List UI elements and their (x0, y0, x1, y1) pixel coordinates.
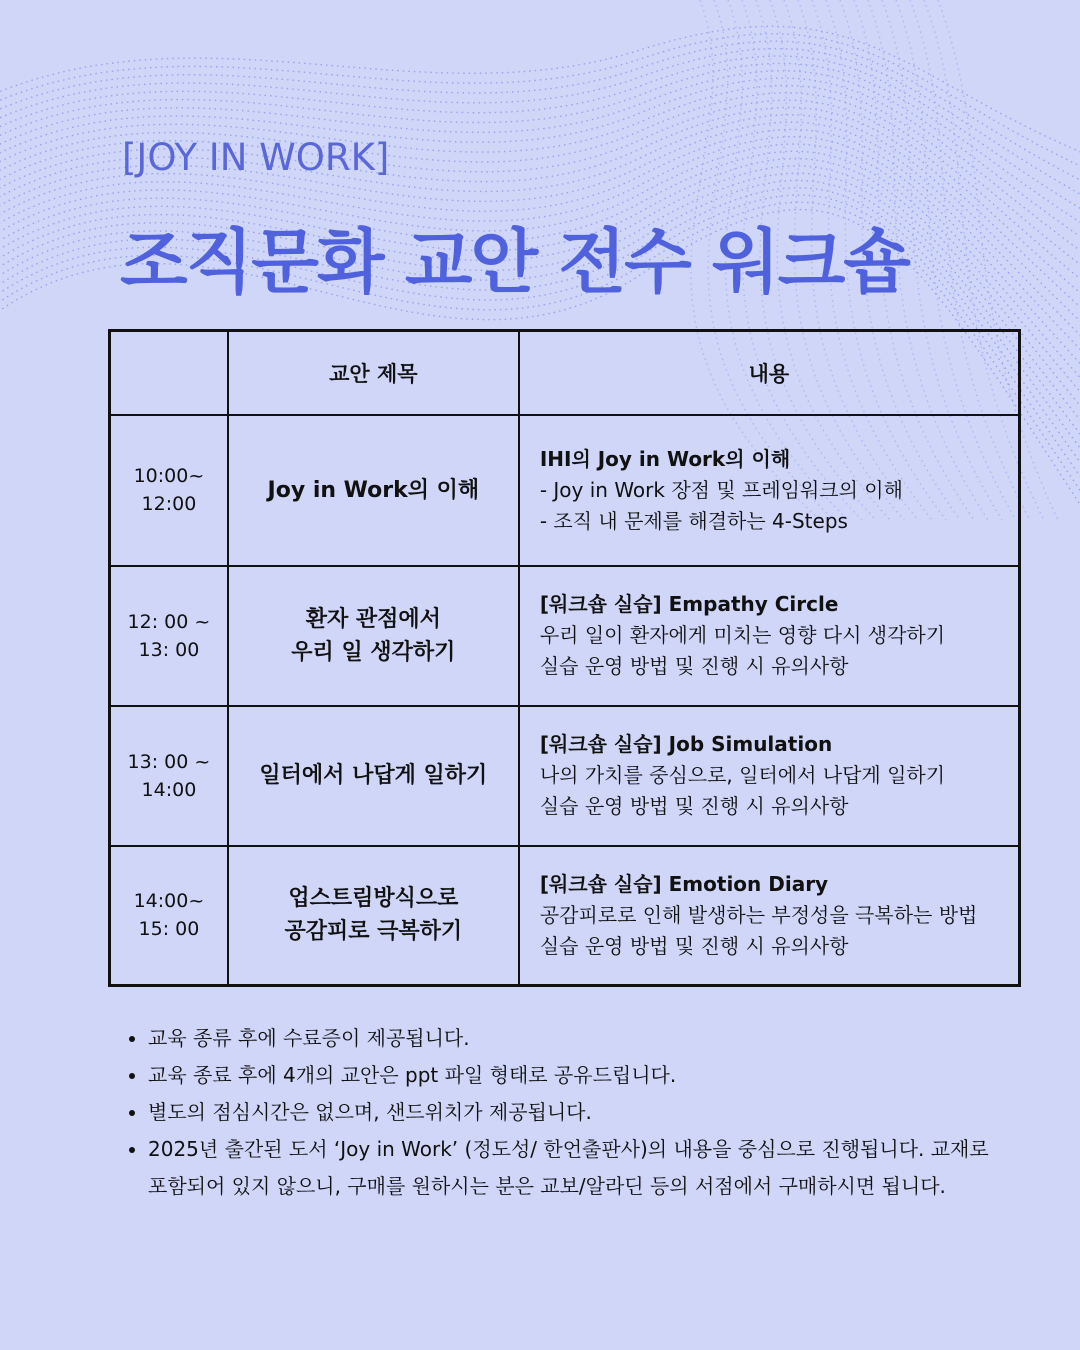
program-label: [JOY IN WORK] (122, 136, 390, 179)
session-time: 13: 00 ~ 14:00 (110, 706, 228, 846)
table-header-row (110, 331, 1020, 415)
list-item: • 교육 종료 후에 4개의 교안은 ppt 파일 형태로 공유드립니다. (148, 1057, 1048, 1094)
header-time (110, 331, 228, 415)
session-title: Joy in Work의 이해 (228, 415, 519, 566)
notes-list (120, 1020, 1048, 1205)
session-title: 업스트림방식으로 공감피로 극복하기 (228, 846, 519, 986)
page-title: 조직문화 교안 전수 워크숍 (120, 221, 909, 303)
session-content: IHI의 Joy in Work의 이해 - Joy in Work 장점 및 프레임워크의 이해 - 조직 내 문제를 해결하는 4-Steps (519, 415, 1020, 566)
list-item: • 2025년 출간된 도서 ‘Joy in Work’ (정도성/ 한언출판사)의 내용을 중심으로 진행됩니다. 교재로 포함되어 있지 않으니, 구매를 원하시는 분은 교보/알라딘 등의 서점에서 구매하시면 됩니다. (148, 1131, 1048, 1205)
session-time: 14:00~ 15: 00 (110, 846, 228, 986)
schedule-table (108, 329, 1021, 987)
table-row (110, 415, 1020, 566)
session-title: 환자 관점에서 우리 일 생각하기 (228, 566, 519, 706)
session-content: [워크숍 실습] Emotion Diary 공감피로로 인해 발생하는 부정성을 극복하는 방법 실습 운영 방법 및 진행 시 유의사항 (519, 846, 1020, 986)
session-time: 10:00~ 12:00 (110, 415, 228, 566)
session-content: [워크숍 실습] Empathy Circle 우리 일이 환자에게 미치는 영향 다시 생각하기 실습 운영 방법 및 진행 시 유의사항 (519, 566, 1020, 706)
list-item: • 별도의 점심시간은 없으며, 샌드위치가 제공됩니다. (148, 1094, 1048, 1131)
header-content: 내용 (519, 331, 1020, 415)
table-row (110, 566, 1020, 706)
session-title: 일터에서 나답게 일하기 (228, 706, 519, 846)
table-row (110, 706, 1020, 846)
session-time: 12: 00 ~ 13: 00 (110, 566, 228, 706)
list-item: • 교육 종류 후에 수료증이 제공됩니다. (148, 1020, 1048, 1057)
header-lesson-title: 교안 제목 (228, 331, 519, 415)
table-row (110, 846, 1020, 986)
session-content: [워크숍 실습] Job Simulation 나의 가치를 중심으로, 일터에서 나답게 일하기 실습 운영 방법 및 진행 시 유의사항 (519, 706, 1020, 846)
